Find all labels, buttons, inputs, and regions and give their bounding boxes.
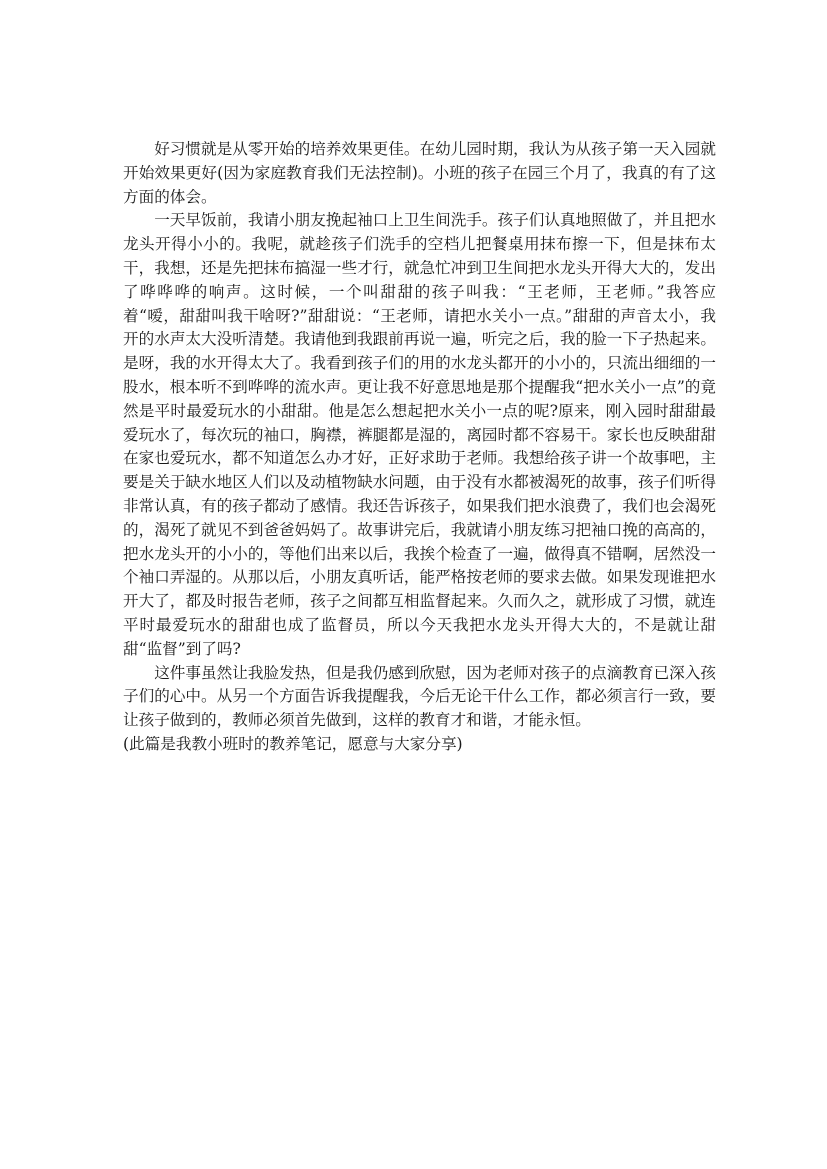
paragraph-story: 一天早饭前，我请小朋友挽起袖口上卫生间洗手。孩子们认真地照做了，并且把水龙头开得小小的。我呢，就趁孩子们洗手的空档儿把餐桌用抹布擦一下，但是抹布太干，我想，还是先把抹布搞湿一些才行，就急忙冲到卫生间把水龙头开得大大的，发出了哗哗哗的响声。这时候，一个叫甜甜的孩子叫我：“王老师，王老师。”我答应着“嗳，甜甜叫我干啥呀?”甜甜说：“王老师，请把水关小一点。”甜甜的声音太小，我开的水声太大没听清楚。我请他到我跟前再说一遍，听完之后，我的脸一下子热起来。是呀，我的水开得太大了。我看到孩子们的用的水龙头都开的小小的，只流出细细的一股水，根本听不到哗哗的流水声。更让我不好意思地是那个提醒我“把水关小一点”的竟然是平时最爱玩水的小甜甜。他是怎么想起把水关小一点的呢?原来，刚入园时甜甜最爱玩水了，每次玩的袖口，胸襟，裤腿都是湿的，离园时都不容易干。家长也反映甜甜在家也爱玩水，都不知道怎么办才好，正好求助于老师。我想给孩子讲一个故事吧，主要是关于缺水地区人们以及动植物缺水问题，由于没有水都被渴死的故事，孩子们听得非常认真，有的孩子都动了感情。我还告诉孩子，如果我们把水浪费了，我们也会渴死的，渴死了就见不到爸爸妈妈了。故事讲完后，我就请小朋友练习把袖口挽的高高的，把水龙头开的小小的，等他们出来以后，我挨个检查了一遍，做得真不错啊，居然没一个袖口弄湿的。从那以后，小朋友真听话，能严格按老师的要求去做。如果发现谁把水开大了，都及时报告老师，孩子之间都互相监督起来。久而久之，就形成了习惯，就连平时最爱玩水的甜甜也成了监督员，所以今天我把水龙头开得大大的，不是就让甜甜“监督”到了吗? — [123, 211, 716, 658]
paragraph-intro: 好习惯就是从零开始的培养效果更佳。在幼儿园时期，我认为从孩子第一天入园就开始效果更好(因为家庭教育我们无法控制)。小班的孩子在园三个月了，我真的有了这方面的体会。 — [123, 140, 716, 206]
article-body — [123, 138, 716, 757]
paragraph-reflection: 这件事虽然让我脸发热，但是我仍感到欣慰，因为老师对孩子的点滴教育已深入孩子们的心中。从另一个方面告诉我提醒我，今后无论干什么工作，都必须言行一致，要让孩子做到的，教师必须首先做到，这样的教育才和谐，才能永恒。 — [123, 663, 716, 730]
closing-note: (此篇是我教小班时的教养笔记，愿意与大家分享) — [123, 734, 463, 753]
